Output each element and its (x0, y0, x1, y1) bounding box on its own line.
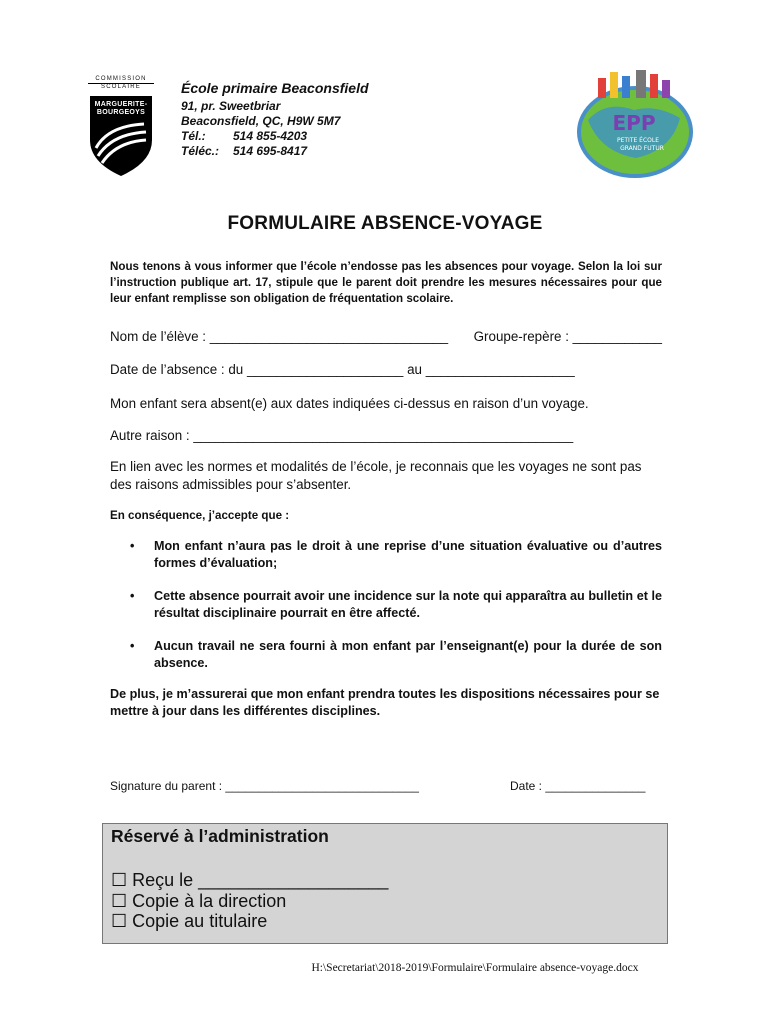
list-item (130, 538, 662, 572)
bullet-icon: • (130, 539, 135, 553)
parent-signature-field[interactable]: Signature du parent : _____________________________ (110, 779, 419, 793)
school-address-1: 91, pr. Sweetbriar (181, 99, 281, 113)
epp-globe-logo (576, 60, 694, 180)
logo-text-commission: COMMISSION (95, 76, 147, 82)
admin-section (102, 823, 668, 944)
school-header (181, 80, 369, 159)
commission-scolaire-logo (88, 76, 154, 176)
list-item-text: Aucun travail ne sera fourni à mon enfant par l’enseignant(e) pour la durée de son absence. (154, 639, 662, 670)
phone-label: Tél.: (181, 129, 206, 143)
date-field[interactable]: Date : _______________ (510, 779, 646, 793)
logo-text-scolaire: SCOLAIRE (101, 84, 141, 90)
bullet-icon: • (130, 589, 135, 603)
consequence-heading: En conséquence, j’accepte que : (110, 509, 290, 522)
absent-statement: Mon enfant sera absent(e) aux dates indiquées ci-dessus en raison d’un voyage. (110, 396, 589, 411)
svg-text:PETITE ÉCOLE: PETITE ÉCOLE (616, 137, 660, 144)
student-name-field[interactable]: Nom de l’élève : ________________________________ (110, 329, 449, 344)
admin-title: Réservé à l’administration (111, 826, 329, 846)
bullet-icon: • (130, 639, 135, 653)
school-phone-line (181, 129, 369, 144)
shield-icon (88, 96, 154, 176)
other-reason-field[interactable]: Autre raison : ___________________________________________________ (110, 428, 574, 443)
fax-label: Téléc.: (181, 144, 220, 158)
logo-top-text (88, 76, 154, 91)
admin-direction-copy-checkbox[interactable]: ☐ Copie à la direction (111, 891, 287, 911)
fax-number: 514 695-8417 (233, 144, 308, 158)
footer-file-path: H:\Secretariat\2018-2019\Formulaire\Formulaire absence-voyage.docx (311, 962, 639, 974)
admin-received-checkbox[interactable]: ☐ Reçu le ___________________ (111, 870, 389, 890)
group-field[interactable]: Groupe-repère : ____________ (473, 329, 662, 344)
school-fax-line (181, 144, 369, 159)
closing-paragraph: De plus, je m’assurerai que mon enfant prendra toutes les dispositions nécessaires pour se mettre à jour dans les différentes disciplines. (110, 687, 660, 718)
form-title: FORMULAIRE ABSENCE-VOYAGE (227, 213, 543, 234)
phone-number: 514 855-4203 (233, 129, 308, 143)
svg-text:EPP: EPP (612, 111, 656, 135)
list-item-text: Mon enfant n’aura pas le droit à une reprise d’une situation évaluative ou d’autres formes d’évaluation; (154, 539, 662, 570)
consequence-list (130, 538, 662, 688)
list-item (130, 588, 662, 622)
svg-text:BOURGEOYS: BOURGEOYS (96, 109, 146, 116)
intro-paragraph: Nous tenons à vous informer que l’école n’endosse pas les absences pour voyage. Selon la loi sur l’instruction publique art. 17, stipule que le parent doit prendre les mesures nécessaires pour que leur enfant remplisse son obligation de fréquentation scolaire. (110, 260, 662, 305)
list-item-text: Cette absence pourrait avoir une incidence sur la note qui apparaîtra au bulletin et le résultat disciplinaire pourrait en être affecté. (154, 589, 662, 620)
absence-dates-field[interactable]: Date de l’absence : du _____________________ au ____________________ (110, 362, 575, 377)
policy-paragraph: En lien avec les normes et modalités de l’école, je reconnais que les voyages ne sont pas des raisons admissibles pour s’absenter. (110, 459, 642, 492)
student-name-row (110, 329, 662, 344)
admin-teacher-copy-checkbox[interactable]: ☐ Copie au titulaire (111, 911, 268, 931)
list-item (130, 638, 662, 672)
school-address-2: Beaconsfield, QC, H9W 5M7 (181, 114, 341, 128)
svg-text:MARGUERITE-: MARGUERITE- (94, 101, 148, 108)
svg-text:GRAND FUTUR: GRAND FUTUR (620, 145, 664, 152)
school-name: École primaire Beaconsfield (181, 80, 369, 96)
